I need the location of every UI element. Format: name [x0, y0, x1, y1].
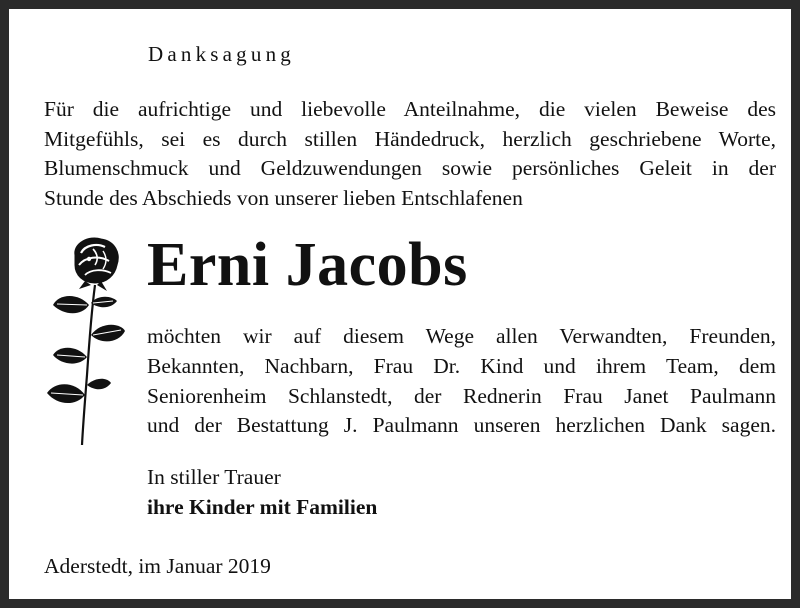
- intro-line: Mitgefühls, sei es durch stillen Händedruck, herzlich geschriebene Worte,: [44, 126, 776, 151]
- intro-line: Für die aufrichtige und liebevolle Anteilnahme, die vielen Beweise des: [44, 97, 776, 121]
- signature-line-2: ihre Kinder mit Familien: [147, 495, 378, 519]
- thanks-line: Seniorenheim Schlanstedt, der Rednerin Frau Janet Paulmann: [147, 383, 776, 408]
- place-date: Aderstedt, im Januar 2019: [44, 554, 271, 578]
- intro-line: Blumenschmuck und Geldzuwendungen sowie persönliches Geleit in der: [44, 156, 776, 180]
- thanks-line: möchten wir auf diesem Wege allen Verwandten, Freunden,: [147, 324, 776, 348]
- heading-danksagung: Danksagung: [148, 42, 295, 66]
- thanks-paragraph: [147, 322, 776, 441]
- intro-line: Stunde des Abschieds von unserer lieben Entschlafenen: [44, 185, 523, 210]
- deceased-name: Erni Jacobs: [147, 231, 468, 299]
- thanks-line: und der Bestattung J. Paulmann unseren herzlichen Dank sagen.: [147, 413, 776, 438]
- signature-line-1: In stiller Trauer: [147, 465, 281, 489]
- rose-icon: [45, 235, 129, 447]
- intro-paragraph: [44, 95, 776, 213]
- thanks-line: Bekannten, Nachbarn, Frau Dr. Kind und ihrem Team, dem: [147, 353, 776, 378]
